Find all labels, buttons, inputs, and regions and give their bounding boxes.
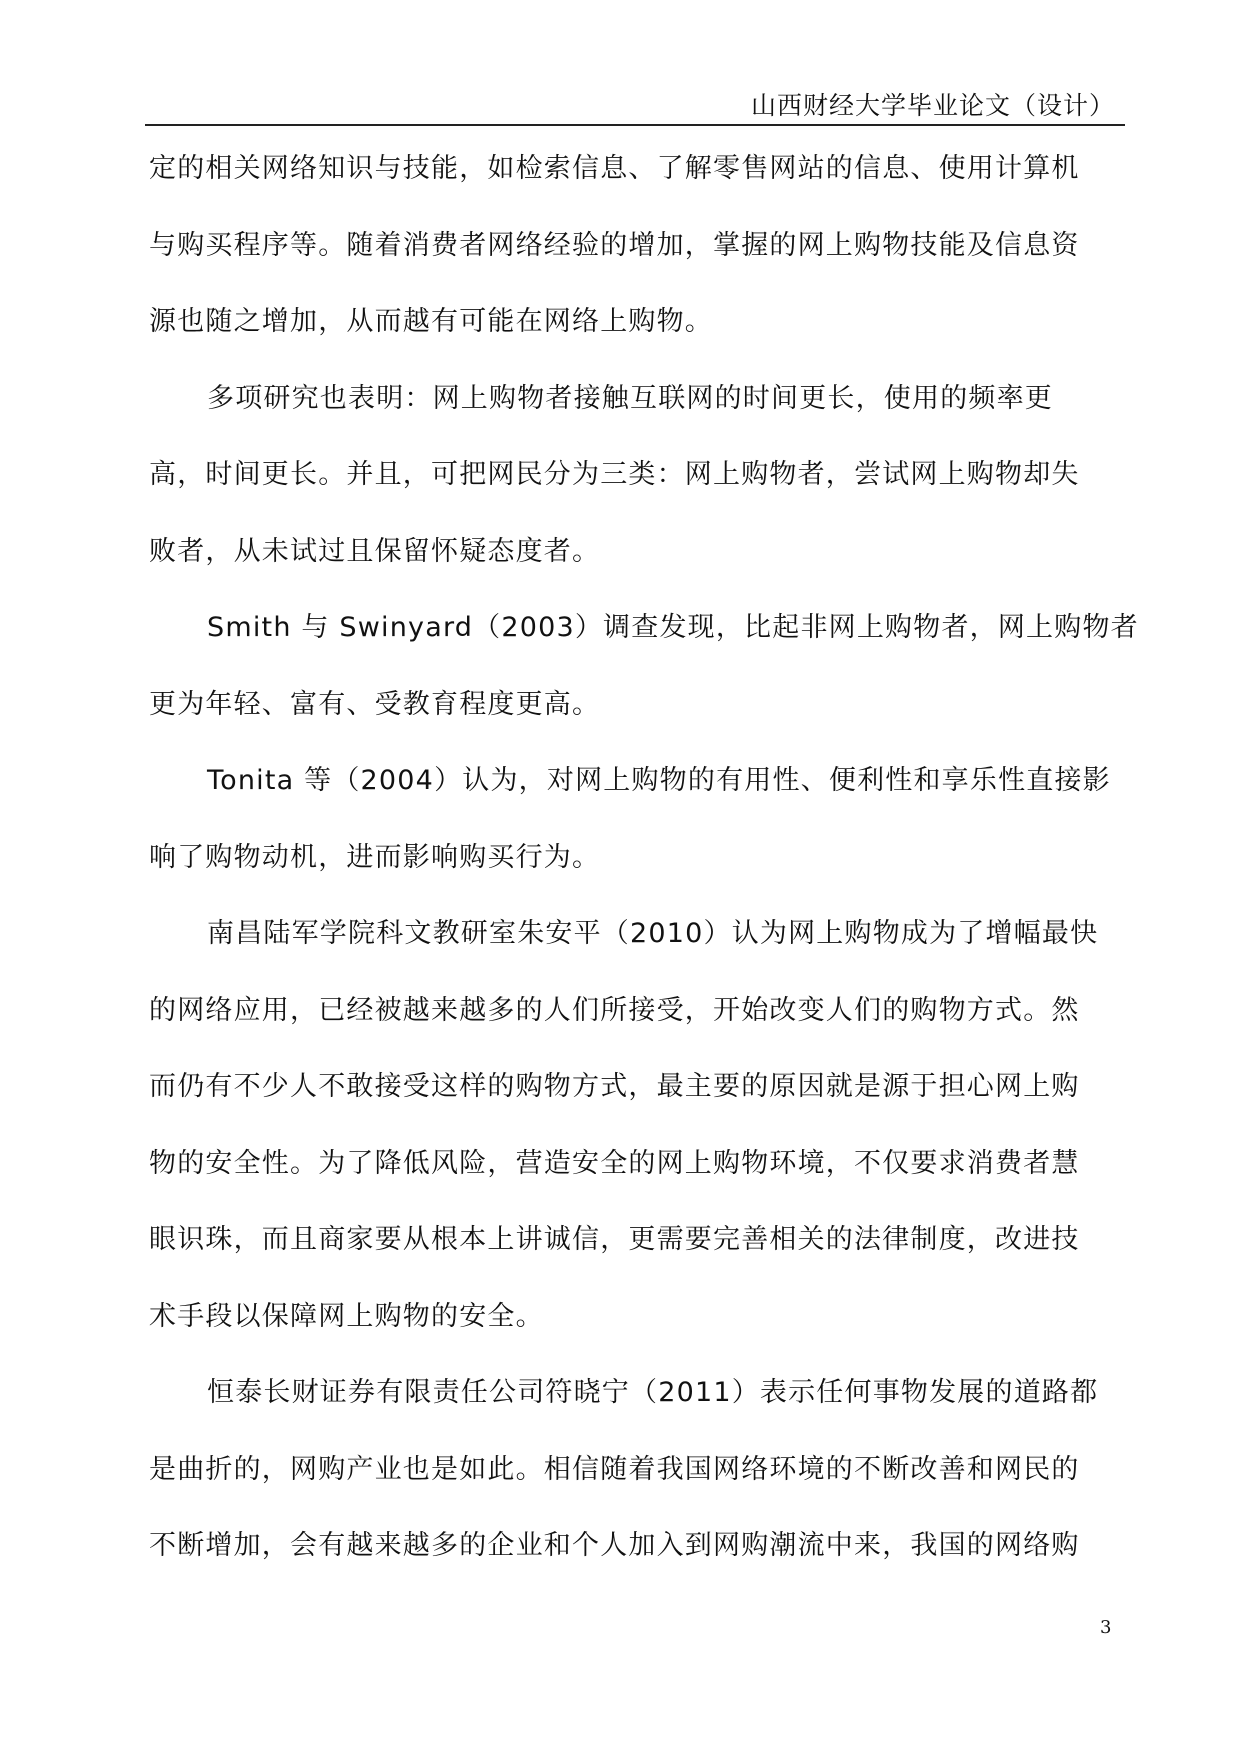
- paragraph-first-line: 南昌陆军学院科文教研室朱安平（2010）认为网上购物成为了增幅最快: [207, 918, 1099, 949]
- text-line: 定的相关网络知识与技能，如检索信息、了解零售网站的信息、使用计算机: [149, 153, 1080, 184]
- page-number: 3: [1100, 1617, 1112, 1638]
- header-title: 山西财经大学毕业论文（设计）: [750, 91, 1115, 120]
- text-line: 是曲折的，网购产业也是如此。相信随着我国网络环境的不断改善和网民的: [149, 1453, 1080, 1485]
- paragraph-first-line: Tonita 等（2004）认为，对网上购物的有用性、便利性和享乐性直接影: [207, 765, 1111, 796]
- text-line: 更为年轻、富有、受教育程度更高。: [149, 688, 601, 720]
- text-line: 术手段以保障网上购物的安全。: [149, 1300, 544, 1332]
- text-line: 与购买程序等。随着消费者网络经验的增加，掌握的网上购物技能及信息资: [149, 229, 1080, 261]
- paragraph-first-line: Smith 与 Swinyard（2003）调查发现，比起非网上购物者，网上购物者: [207, 612, 1139, 643]
- text-line: 败者，从未试过且保留怀疑态度者。: [149, 535, 601, 567]
- body-text: [149, 152, 1139, 1606]
- text-line: 高，时间更长。并且，可把网民分为三类：网上购物者，尝试网上购物却失: [149, 459, 1080, 490]
- text-line: 而仍有不少人不敢接受这样的购物方式，最主要的原因就是源于担心网上购: [149, 1071, 1080, 1102]
- paragraph-first-line: 多项研究也表明：网上购物者接触互联网的时间更长，使用的频率更: [207, 382, 1053, 414]
- text-line: 响了购物动机，进而影响购买行为。: [149, 841, 601, 873]
- text-line: 眼识珠，而且商家要从根本上讲诚信，更需要完善相关的法律制度，改进技: [149, 1224, 1080, 1255]
- page-header: [145, 84, 1125, 126]
- text-line: 物的安全性。为了降低风险，营造安全的网上购物环境，不仅要求消费者慧: [149, 1147, 1080, 1179]
- text-line: 的网络应用，已经被越来越多的人们所接受，开始改变人们的购物方式。然: [149, 994, 1080, 1026]
- paragraph-first-line: 恒泰长财证券有限责任公司符晓宁（2011）表示任何事物发展的道路都: [207, 1377, 1099, 1408]
- text-line: 不断增加，会有越来越多的企业和个人加入到网购潮流中来，我国的网络购: [149, 1530, 1080, 1561]
- text-line: 源也随之增加，从而越有可能在网络上购物。: [149, 306, 713, 337]
